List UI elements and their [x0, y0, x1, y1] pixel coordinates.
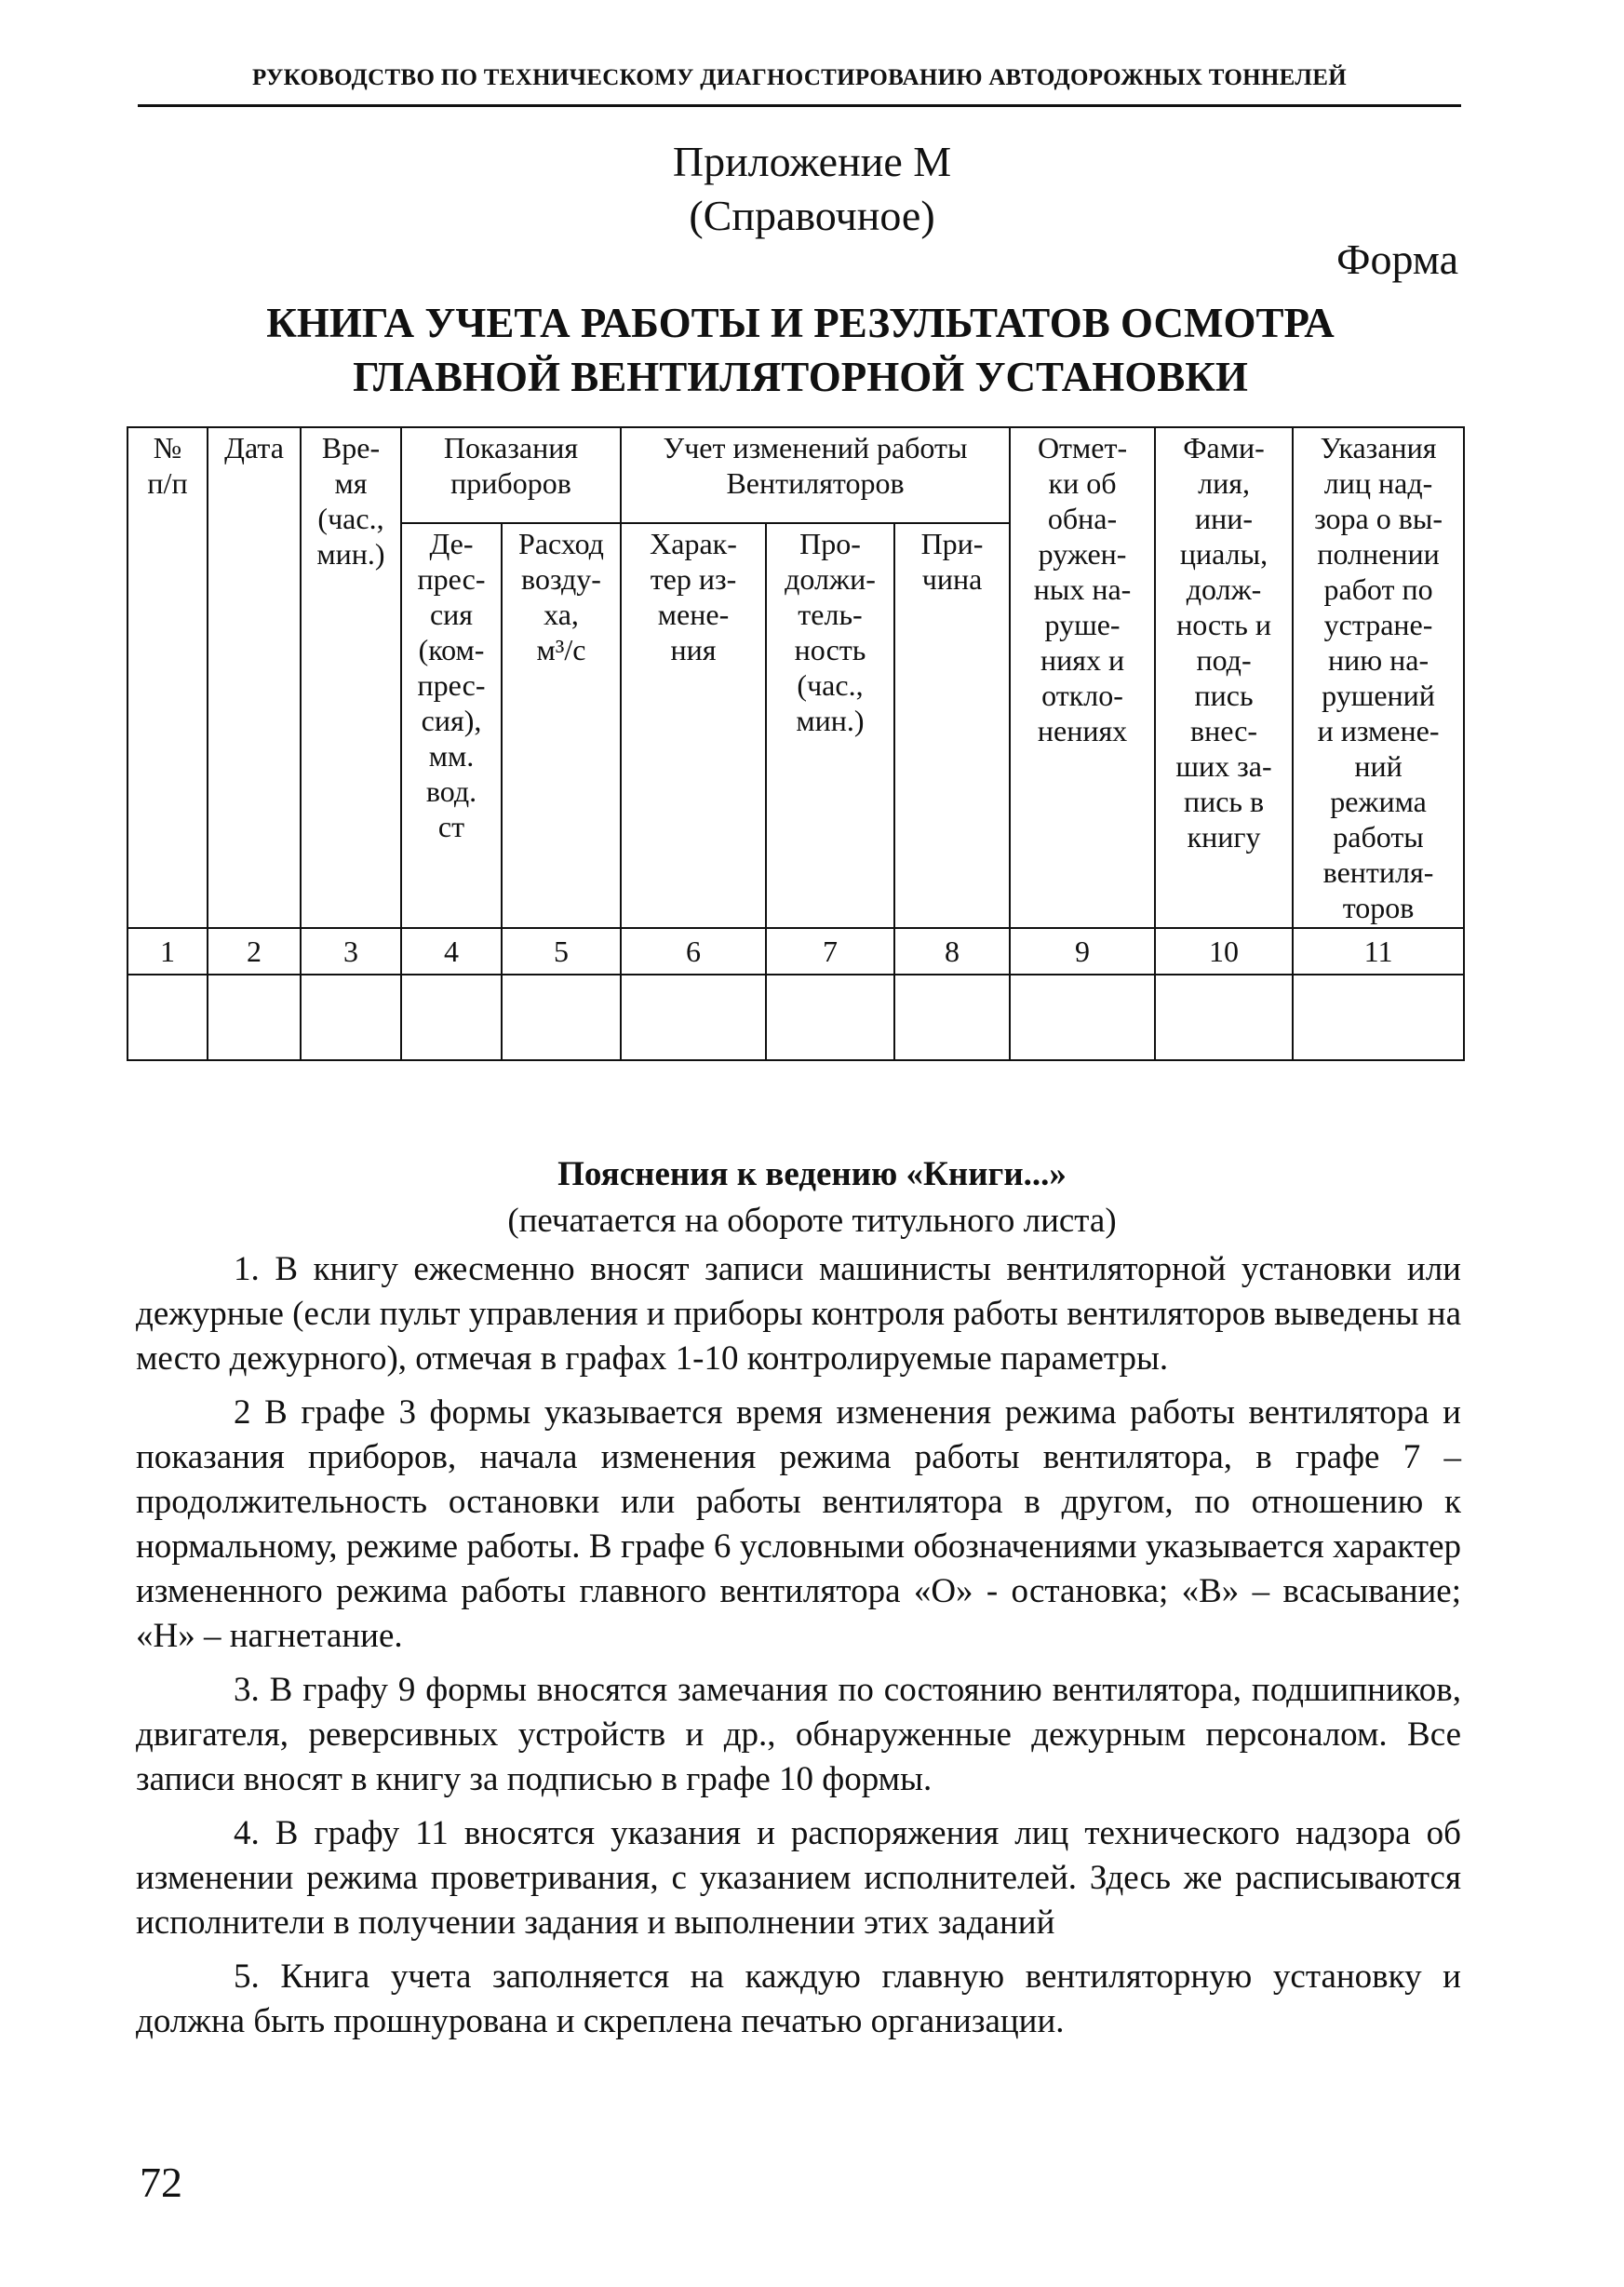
explanation-paragraph: 5. Книга учета заполняется на каждую главную вентиляторную установку и должна быть прошнурована и скреплена печатью организации.	[136, 1957, 1461, 2040]
explanations-subtitle: (печатается на обороте титульного листа)	[507, 1202, 1117, 1240]
blank-cell	[401, 975, 502, 1060]
column-number: 2	[208, 928, 301, 975]
explanation-paragraph: 1. В книгу ежесменно вносят записи машинисты вентиляторной установки или дежурные (если пульт управления и приборы контроля работы вентиляторов выведены на место дежурного), отмечая в графах 1-10 контролируемые параметры.	[136, 1250, 1461, 1378]
blank-cell	[1010, 975, 1155, 1060]
column-number: 6	[621, 928, 766, 975]
blank-cell	[1293, 975, 1464, 1060]
appendix-type: (Справочное)	[689, 192, 935, 239]
blank-cell	[894, 975, 1010, 1060]
col-surname-header: Фами- лия, ини- циалы, долж- ность и под- пись внес- ших за- пись в книгу	[1155, 427, 1293, 928]
page-number: 72	[140, 2159, 182, 2206]
explanations-body	[136, 1247, 1461, 2053]
column-number: 8	[894, 928, 1010, 975]
blank-entry-row	[128, 975, 1464, 1060]
blank-cell	[128, 975, 208, 1060]
group-changes-header: Учет изменений работы Вентиляторов	[621, 427, 1010, 523]
header-row-1	[128, 427, 1464, 523]
column-number: 10	[1155, 928, 1293, 975]
col-airflow-header: Расход возду- ха, м³/с	[502, 523, 621, 928]
blank-cell	[208, 975, 301, 1060]
column-number: 11	[1293, 928, 1464, 975]
col-reason-header: При- чина	[894, 523, 1010, 928]
col-depression-header: Де- прес- сия (ком- прес- сия), мм. вод. ст	[401, 523, 502, 928]
document-title	[140, 296, 1461, 404]
column-numbers-row	[128, 928, 1464, 975]
col-character-header: Харак- тер из- мене- ния	[621, 523, 766, 928]
col-instructions-header: Указания лиц над- зора о вы- полнении работ по устране- нию на- рушений и измене- ний режима работы вентиля- торов	[1293, 427, 1464, 928]
column-number: 1	[128, 928, 208, 975]
column-number: 9	[1010, 928, 1155, 975]
form-label: Форма	[1336, 235, 1458, 283]
title-line-1: КНИГА УЧЕТА РАБОТЫ И РЕЗУЛЬТАТОВ ОСМОТРА	[266, 300, 1335, 346]
column-number: 4	[401, 928, 502, 975]
title-line-2: ГЛАВНОЙ ВЕНТИЛЯТОРНОЙ УСТАНОВКИ	[353, 354, 1248, 400]
explanation-paragraph: 2 В графе 3 формы указывается время изменения режима работы вентилятора и показания приборов, начала изменения режима работы вентилятора, в графе 7 – продолжительность остановки или работы вентилятора в другом, по отношению к нормальному, режиме работы. В графе 6 условными обозначениями указывается характер измененного режима работы главного вентилятора «О» - остановка; «В» – всасывание; «Н» – нагнетание.	[136, 1393, 1461, 1655]
column-number: 5	[502, 928, 621, 975]
blank-cell	[301, 975, 401, 1060]
col-date-header: Дата	[208, 427, 301, 928]
group-instruments-header: Показания приборов	[401, 427, 621, 523]
col-duration-header: Про- должи- тель- ность (час., мин.)	[766, 523, 894, 928]
explanations-title: Пояснения к ведению «Книги...»	[557, 1155, 1067, 1193]
col-time-header: Вре- мя (час., мин.)	[301, 427, 401, 928]
blank-cell	[621, 975, 766, 1060]
appendix-label: Приложение М	[672, 138, 952, 185]
blank-cell	[1155, 975, 1293, 1060]
blank-cell	[766, 975, 894, 1060]
col-no-header: № п/п	[128, 427, 208, 928]
column-number: 7	[766, 928, 894, 975]
explanation-paragraph: 3. В графу 9 формы вносятся замечания по состоянию вентилятора, подшипников, двигателя, реверсивных устройств и др., обнаруженные дежурным персоналом. Все записи вносят в книгу за подписью в графе 10 формы.	[136, 1671, 1461, 1798]
blank-cell	[502, 975, 621, 1060]
explanation-paragraph: 4. В графу 11 вносятся указания и распоряжения лиц технического надзора об изменении режима проветривания, с указанием исполнителей. Здесь же расписываются исполнители в получении задания и выполнении этих заданий	[136, 1814, 1461, 1942]
journal-table	[127, 426, 1465, 1061]
header-rule	[138, 104, 1461, 107]
col-notes-header: Отмет- ки об обна- ружен- ных на- руше- ниях и откло- нениях	[1010, 427, 1155, 928]
running-head: РУКОВОДСТВО ПО ТЕХНИЧЕСКОМУ ДИАГНОСТИРОВАНИЮ АВТОДОРОЖНЫХ ТОННЕЛЕЙ	[252, 65, 1347, 90]
column-number: 3	[301, 928, 401, 975]
